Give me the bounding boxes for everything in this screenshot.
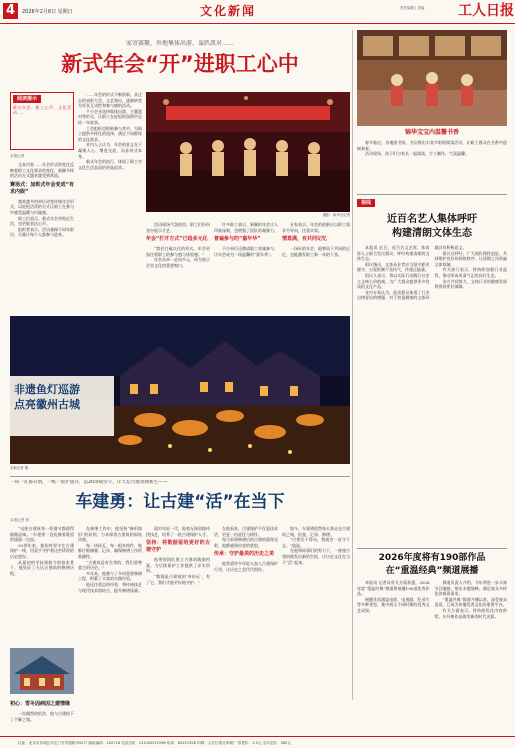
bottom-subhead-1-box: 初心：雪冬因病因之建情缘 一次偶然的机会，他与古建结下了不解之缘。	[10, 701, 74, 722]
section-rule	[357, 194, 507, 195]
classics-headline: 2026年度将有190部作品 在“重温经典”频道展播	[378, 553, 486, 576]
page-number: 4	[3, 3, 18, 19]
column-divider	[352, 30, 353, 700]
reading-tips-box	[10, 92, 74, 150]
bottom-byline: 本报记者 张	[10, 518, 30, 522]
lead-photo	[146, 92, 350, 212]
lead-byline: 本报记者	[10, 154, 25, 158]
lead-column-1: 文本内容……年会形式的变化反映着职工文化需求的变化，新颖多样的活动方式越来越受到欢迎。 赛场式：加班式年会变成“有求内娱” 越来越多的单位改变传统年会形式，以轻松活泼的方式让职工在参与中感受温暖与归属感。 职工们表示，新式年会更贴近生活，也更能表达心声。 组织者表示，活动兼顾不同年龄层，尽量让每个人都参与进来。	[10, 162, 74, 238]
page-footer: 社址：北京市东城区安定门外安德路甲61号 邮政编码：100718 电话总机：010-84151598 传真：84151598 印刷：人民日报社印刷厂 零售价：1.5元 全年定价：360元	[0, 736, 515, 748]
heritage-photo	[10, 648, 74, 694]
bottom-column-3: 面对年轻一代，他毫无保留地传授技艺，培养了一批古建保护人才。 坚持：将数据留给更好的古建守护 他带领团队建立古建筑数据档案，为后续保护工作提供了详实资料。 “数据是古建筑的‘身份证’，有了它，我们才能更好地守护。”	[146, 526, 210, 585]
bottom-headline: 车建勇：让古建“活”在当下	[75, 492, 285, 512]
bookstore-photo	[357, 30, 507, 126]
lead-subhead-4: 情意满，有共同记忆	[282, 236, 328, 243]
reading-room-text: 春节临近，各地图书馆、书店推出丰富多彩的阅读活动，让职工群众在书香中迎接新春。 活动现场，孩子们与家长一起阅读、手工制作，气氛温馨。	[357, 140, 507, 157]
stage-performance-photo	[146, 92, 350, 212]
section-title: 文化新闻	[200, 4, 257, 18]
bottom-subhead-2: 坚持：将数据留给更好的古建守护	[146, 540, 210, 554]
reading-room-caption: 锦华宝宝内温馨书香	[404, 129, 459, 136]
view-tag: 视线	[357, 199, 375, 207]
lead-photo-caption: 摄影：新华社记者	[322, 213, 350, 217]
lantern-photo	[10, 316, 350, 464]
issue-date: 2026年2月8日 星期日	[22, 9, 73, 15]
temple-roof-photo	[10, 648, 74, 694]
lead-kicker: 家寄赛聚，外地集体出游、轰趴派对……	[125, 40, 234, 47]
bottom-kicker: 一砖一瓦都有情，一纸一屋护遗存，以20余载坚守，让天坛古建筑焕新生——	[10, 480, 168, 485]
lead-subhead-3: 普遍参与的“嘉年华”	[214, 236, 261, 243]
view-section-header	[357, 199, 507, 207]
bottom-subhead-3: 传承：守护最美的历史之美	[214, 551, 275, 558]
reading-room-photo	[357, 30, 507, 126]
bottom-column-4: 在他看来，古建保护不仅是技术活，更是一份责任与情怀。 每当看到修缮后的古建筑重现光彩，他都感到由衷的欣慰。 传承：守护最美的历史之美 他希望更多年轻人加入古建保护行列，让历史之美代代相传。	[214, 526, 278, 572]
section-rule	[10, 476, 350, 477]
bottom-column-1: “这座古建筑每一处细节都值得细细品味。”车建勇一边抚摸着斑驳的墙面一边说。 20余年来，他始终坚守在古建保护一线，用双手守护着这些珍贵的历史遗存。 从最初的学徒到如今的技术骨干，他见证了天坛古建筑的修缮历程。	[10, 526, 74, 576]
lead-column-4: 许多职工表示，新颖的年会让人印象深刻，也增强了团队的凝聚力。 普遍参与的“嘉年华” 不少单位还邀请职工家属参与，让年会成为一场温馨的“嘉年华”。	[214, 222, 278, 257]
lead-column-2: ……年会的形式不断创新，从过去的表彰大会、文艺演出，逐渐转变为更具互动性和参与感的活动。 不少企业选择集体出游、主题派对等形式，让职工在轻松的氛围中总结一年收获。 工会组织也积极参与其中，为职工提供多样化的选择，满足不同群体的文化需求。 业内人士认为，年会的意义在于凝聚人心、增进交流，而非形式本身。 新式年会的流行，体现了职工对文化生活品质的更高追求。	[78, 92, 142, 170]
lead-subhead-1: 赛场式：加班式年会变成“有求内娱”	[10, 181, 74, 195]
reading-tips-text: 新式年会、职工心声、文化活动……	[13, 105, 71, 116]
bottom-column-5: 如今，车建勇依然每天奔走在古建筑之间，检查、记录、修缮。 “只要还干得动，我就会一直守下去。”他说。 在他和同事们的努力下，一座座古建筑焕发出新的生机，让历史文化在当下“活”起来。	[282, 526, 350, 565]
artists-headline: 近百名艺人集体呼吁 构建清朗文体生态	[387, 214, 477, 239]
lantern-caption: 本报记者 摄	[10, 466, 29, 470]
lead-headline: 新式年会“开”进职工心中	[61, 52, 299, 76]
newspaper-logo: 工人日报	[458, 3, 514, 19]
lantern-headline-box	[10, 376, 114, 436]
lead-column-5: 专家表示，年会的创新应以职工需求为导向，注重实效。 情意满，有共同记忆 一场好的年会，能够留下共同的记忆，也能激发职工新一年的干劲。	[282, 222, 350, 257]
lead-subhead-2: 年会“打开方式”已趋多元化	[146, 236, 208, 243]
lantern-headline: 非遗鱼灯巡游 点亮徽州古城	[14, 383, 80, 411]
editor-meta: 责任编辑 | 美编	[400, 6, 425, 10]
bottom-subhead-1: 初心：雪冬因病因之建情缘	[10, 701, 71, 707]
lead-column-3: 活动现场气氛热烈，职工们纷纷登台展示才艺。 年会“打开方式”已趋多元化 “我们打破以往的形式，年会更加注重职工的参与感与体验感。” 年会从单一走向多元，成为展示企业文化的重要窗口。	[146, 222, 210, 268]
reading-tips-label: 阅读提示	[13, 95, 41, 103]
masthead	[0, 0, 515, 24]
artists-article: 本报讯 近日，近百名文艺界、体育界人士联合发出倡议，呼吁构建清朗的文体生态。 倡议指出，文体从业者应当坚守职业操守，自觉抵制不良风气，传递正能量。 倡议人表示，将以实际行动践行社会主义核心价值观，为广大群众提供更多优质的文化产品。 业内专家认为，此次倡议体现了行业自律意识的增强，对于营造健康的文体环境具有积极意义。 倡议还呼吁，广大网民理性追星，共同维护良好的网络秩序，让清朗之风吹遍文体领域。 有关部门表示，将持续加强行业监管，推动形成风清气正的良好生态。 各方共同努力，文体行业的健康发展将得到更好保障。	[357, 245, 507, 301]
bottom-column-2: 在修缮工作中，他坚持“修旧如旧”的原则，力求保留古建筑的原始风貌。 每一块砖瓦、每一根木构件，他都仔细测量、记录，确保修缮工作的准确性。 “古建筑是有生命的，我们要尊重它的历史。” 多年来，他参与了多项重要修缮工程，积累了丰富的实践经验。 他还注重总结经验，将传统技艺与现代技术相结合，提升修缮质量。	[78, 526, 142, 593]
section-rule	[357, 548, 507, 549]
classics-article: 本报讯 记者从有关方面获悉，2026年度“重温经典”频道将展播190部优秀作品。 展播作品涵盖电影、电视剧、纪录片等多种类型，集中展示不同时期的优秀文艺成果。 频道负责人介绍，今年将进一步丰富节目编排，推出专题展映，满足观众多样化的观看需求。 “重温经典”频道开播以来，深受观众喜爱，已成为传播优秀文化的重要平台。 有关方面表示，将持续优化内容供给，让经典作品焕发新的时代光彩。	[357, 580, 507, 619]
